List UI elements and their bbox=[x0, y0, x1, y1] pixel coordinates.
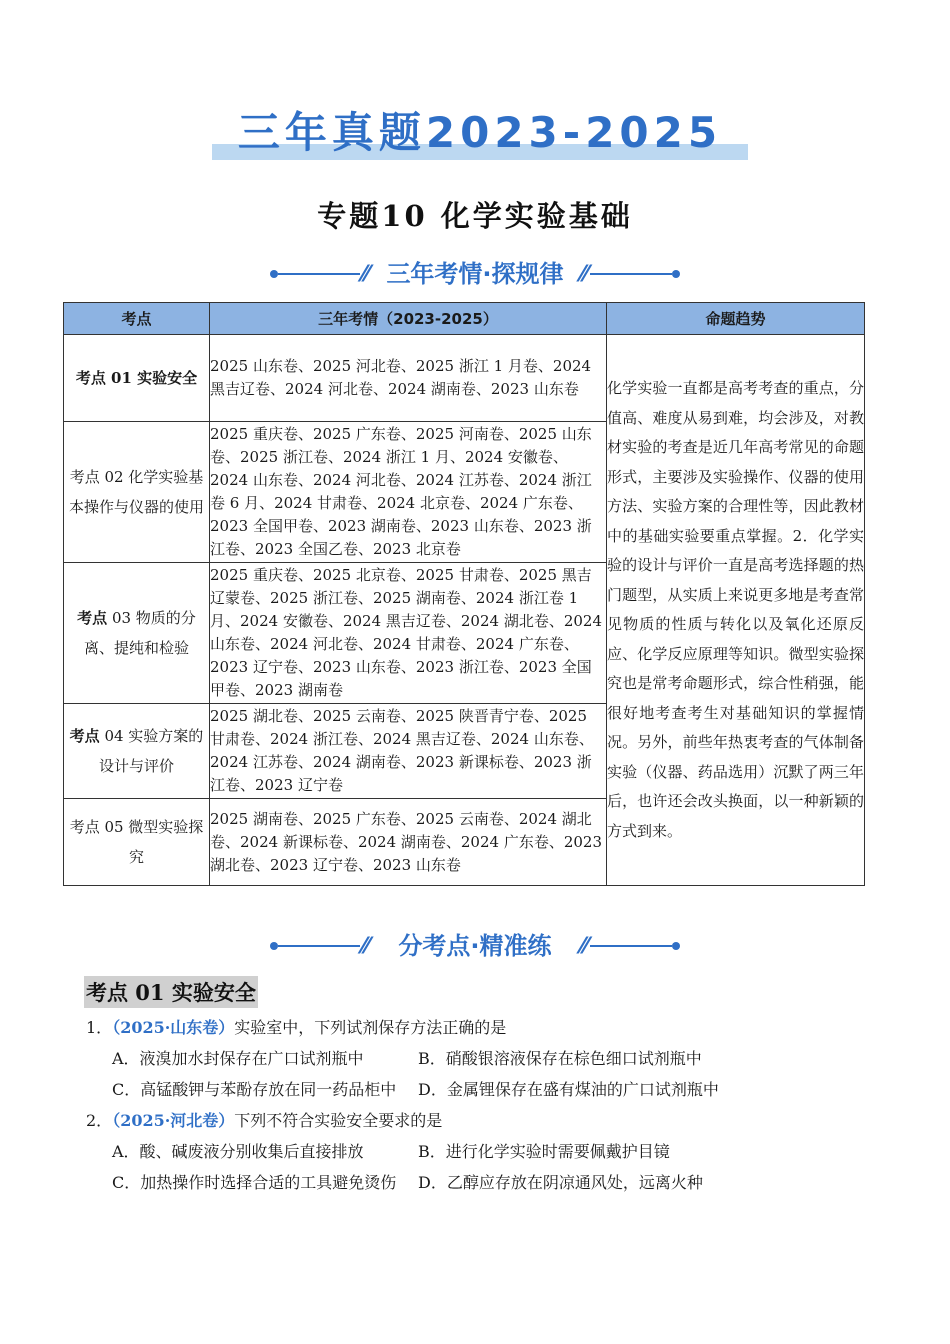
topic-cell bbox=[64, 335, 210, 422]
question-stem: 实验室中，下列试剂保存方法正确的是 bbox=[234, 1018, 507, 1037]
question-1 bbox=[86, 1016, 506, 1040]
section-title: 三年考情·探规律 bbox=[386, 260, 564, 288]
page-banner bbox=[212, 104, 748, 162]
topic-label: 03 物质的分离、提纯和检验 bbox=[83, 609, 196, 657]
decor-dot-icon bbox=[672, 942, 680, 950]
document-title: 专题10 化学实验基础 bbox=[317, 199, 633, 233]
option-a: A．酸、碱废液分别收集后直接排放 bbox=[112, 1142, 364, 1161]
question-number: 1． bbox=[86, 1018, 113, 1037]
section-header-overview bbox=[270, 254, 680, 294]
decor-slash-icon: ⁄⁄ bbox=[362, 262, 370, 287]
decor-slash-icon: ⁄⁄ bbox=[580, 934, 588, 959]
trend-cell: 化学实验一直都是高考考查的重点，分值高、难度从易到难，均会涉及，对教材实验的考查是近几年高考常见的命题形式，主要涉及实验操作、仪器的使用方法、实验方案的合理性等，因此教材中的基础实验要重点掌握。2．化学实验的设计与评价一直是高考选择题的热门题型，从实质上来说更多地是考查常见物质的性质与转化以及氧化还原反应、化学反应原理等知识。微型实验探究也是常考命题形式，综合性稍强，能很好地考查考生对基础知识的掌握情况。另外，前些年热衷考查的气体制备实验（仪器、药品选用）沉默了两三年后，也许还会改头换面，以一种新颖的方式到来。 bbox=[607, 335, 865, 886]
topic-cell bbox=[64, 704, 210, 799]
table-row bbox=[64, 335, 865, 422]
topic-label-bold: 考点 bbox=[77, 609, 108, 627]
option-c: C．加热操作时选择合适的工具避免烫伤 bbox=[112, 1173, 397, 1192]
table-header-row bbox=[64, 303, 865, 335]
section-header-practice bbox=[270, 926, 680, 966]
decor-line bbox=[278, 945, 360, 947]
decor-line bbox=[278, 273, 360, 275]
option-a: A．液溴加水封保存在广口试剂瓶中 bbox=[112, 1049, 364, 1068]
decor-dot-icon bbox=[672, 270, 680, 278]
years-cell: 2025 山东卷、2025 河北卷、2025 浙江 1 月卷、2024 黑吉辽卷、2024 河北卷、2024 湖南卷、2023 山东卷 bbox=[210, 335, 607, 422]
option-b: B．硝酸银溶液保存在棕色细口试剂瓶中 bbox=[418, 1049, 702, 1068]
option-b: B．进行化学实验时需要佩戴护目镜 bbox=[418, 1142, 670, 1161]
topic-label-bold: 考点 bbox=[69, 727, 100, 745]
years-cell: 2025 湖南卷、2025 广东卷、2025 云南卷、2024 湖北卷、2024 新课标卷、2024 湖南卷、2024 广东卷、2023 湖北卷、2023 辽宁卷、2023 山东卷 bbox=[210, 799, 607, 886]
topic-cell bbox=[64, 563, 210, 704]
decor-slash-icon: ⁄⁄ bbox=[362, 934, 370, 959]
exam-overview-table bbox=[63, 302, 865, 886]
topic-label: 考点 05 微型实验探究 bbox=[69, 818, 204, 866]
topic-cell bbox=[64, 799, 210, 886]
years-cell: 2025 湖北卷、2025 云南卷、2025 陕晋青宁卷、2025 甘肃卷、2024 浙江卷、2024 黑吉辽卷、2024 山东卷、2024 江苏卷、2024 湖南卷、2023 新课标卷、2023 浙江卷、2023 辽宁卷 bbox=[210, 704, 607, 799]
topic-label: 04 实验方案的设计与评价 bbox=[98, 727, 204, 775]
option-d: D．乙醇应存放在阴凉通风处，远离火种 bbox=[418, 1173, 703, 1192]
banner-title: 三年真题2023-2025 bbox=[237, 108, 723, 157]
decor-slash-icon: ⁄⁄ bbox=[580, 262, 588, 287]
decor-dot-icon bbox=[270, 270, 278, 278]
question-source: （2025·河北卷） bbox=[112, 1111, 235, 1130]
option-d: D．金属锂保存在盛有煤油的广口试剂瓶中 bbox=[418, 1080, 719, 1099]
decor-line bbox=[590, 945, 672, 947]
years-cell: 2025 重庆卷、2025 广东卷、2025 河南卷、2025 山东卷、2025 浙江卷、2024 浙江 1 月、2024 安徽卷、2024 山东卷、2024 河北卷、2024 江苏卷、2024 浙江卷 6 月、2024 甘肃卷、2024 北京卷、2024 广东卷、2023 全国甲卷、2023 湖南卷、2023 山东卷、2023 浙江卷、2023 全国乙卷、2023 北京卷 bbox=[210, 422, 607, 563]
years-cell: 2025 重庆卷、2025 北京卷、2025 甘肃卷、2025 黑吉辽蒙卷、2025 浙江卷、2025 湖南卷、2024 浙江卷 1 月、2024 安徽卷、2024 黑吉辽卷、2024 湖北卷、2024 山东卷、2024 河北卷、2024 甘肃卷、2024 广东卷、2023 辽宁卷、2023 山东卷、2023 浙江卷、2023 全国甲卷、2023 湖南卷 bbox=[210, 563, 607, 704]
topic-label-bold: 考点 01 实验安全 bbox=[75, 369, 198, 387]
column-header-topic: 考点 bbox=[64, 303, 210, 335]
column-header-years: 三年考情（2023-2025） bbox=[210, 303, 607, 335]
question-number: 2． bbox=[86, 1111, 113, 1130]
column-header-trend: 命题趋势 bbox=[607, 303, 865, 335]
topic-cell bbox=[64, 422, 210, 563]
question-source: （2025·山东卷） bbox=[112, 1018, 235, 1037]
option-c: C．高锰酸钾与苯酚存放在同一药品柜中 bbox=[112, 1080, 397, 1099]
decor-dot-icon bbox=[270, 942, 278, 950]
question-2 bbox=[86, 1109, 442, 1133]
topic-label: 考点 02 化学实验基本操作与仪器的使用 bbox=[68, 468, 204, 516]
decor-line bbox=[590, 273, 672, 275]
question-stem: 下列不符合实验安全要求的是 bbox=[234, 1111, 443, 1130]
section-title: 分考点·精准练 bbox=[398, 932, 552, 960]
topic-heading-01: 考点 01 实验安全 bbox=[84, 976, 258, 1008]
